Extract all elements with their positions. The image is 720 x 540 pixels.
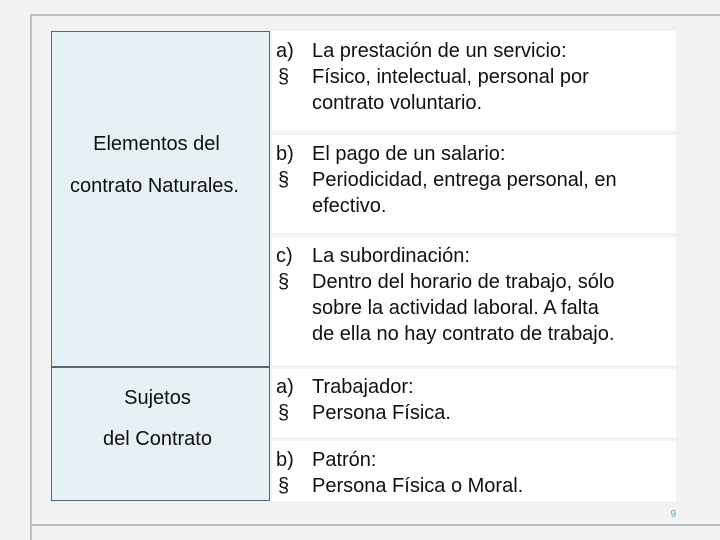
bullet-line: Periodicidad, entrega personal, en bbox=[312, 169, 617, 191]
item-marker: a) bbox=[276, 376, 294, 398]
item-marker: b) bbox=[276, 143, 294, 165]
bullet-icon: § bbox=[278, 402, 290, 424]
frame-line-top bbox=[30, 14, 720, 16]
item-title: La subordinación: bbox=[312, 245, 470, 267]
bullet-icon: § bbox=[278, 66, 290, 88]
bullet-line: contrato voluntario. bbox=[312, 92, 483, 114]
bullet-line: Físico, intelectual, personal por bbox=[312, 66, 589, 88]
bullet-line: Persona Física. bbox=[312, 402, 451, 424]
bullet-line: Dentro del horario de trabajo, sólo bbox=[312, 271, 615, 293]
item-title: El pago de un salario: bbox=[312, 143, 506, 165]
bullet-icon: § bbox=[278, 475, 290, 497]
naturales-label-cell bbox=[51, 31, 270, 367]
naturales-label-line1: Elementos del bbox=[93, 133, 220, 155]
item-title: Trabajador: bbox=[312, 376, 414, 398]
bullet-icon: § bbox=[278, 169, 290, 191]
bullet-icon: § bbox=[278, 271, 290, 293]
sujetos-label-cell bbox=[51, 367, 270, 501]
bullet-line: Persona Física o Moral. bbox=[312, 475, 524, 497]
frame-line-bottom bbox=[30, 524, 720, 526]
item-title: Patrón: bbox=[312, 449, 377, 471]
naturales-label-line2: contrato Naturales. bbox=[70, 175, 239, 197]
page-number: 9 bbox=[670, 509, 676, 520]
sujetos-label-line2: del Contrato bbox=[103, 428, 212, 450]
item-marker: c) bbox=[276, 245, 293, 267]
item-marker: b) bbox=[276, 449, 294, 471]
sujetos-label-line1: Sujetos bbox=[124, 387, 191, 409]
bullet-line: efectivo. bbox=[312, 195, 387, 217]
frame-line-left bbox=[30, 14, 32, 540]
bullet-line: sobre la actividad laboral. A falta bbox=[312, 297, 599, 319]
item-title: La prestación de un servicio: bbox=[312, 40, 567, 62]
bullet-line: de ella no hay contrato de trabajo. bbox=[312, 323, 615, 345]
item-marker: a) bbox=[276, 40, 294, 62]
